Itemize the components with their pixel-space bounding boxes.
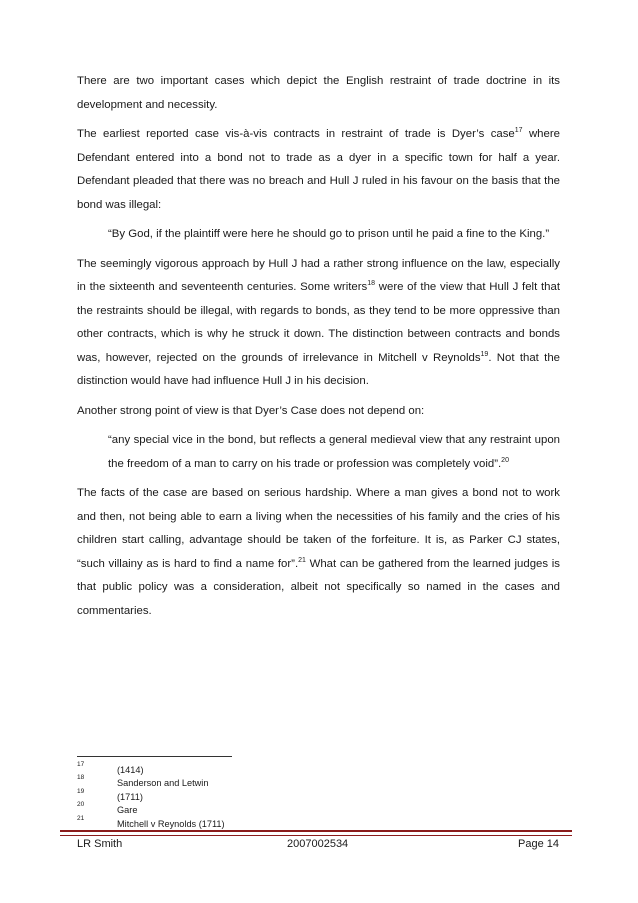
footnote-item	[77, 775, 377, 788]
footnote-ref[interactable]: 19	[480, 350, 489, 358]
page-footer	[77, 838, 559, 854]
paragraph-text: The facts of the case are based on serious hardship. Where a man gives a bond not to work and then, not being able to earn a living when the necessities of his family and the cries of his children start calling, advantage should be taken of the forfeiture. It is, as Parker CJ states, “such villainy as is hard to find a name for”.	[77, 487, 560, 570]
footer-page-number: Page 14	[518, 838, 559, 850]
block-quote-medieval-view	[108, 429, 560, 476]
footnote-text: (1414)	[117, 765, 144, 775]
body-text	[77, 70, 560, 629]
footnote-number: 21	[77, 814, 85, 822]
footnote-number: 19	[77, 787, 85, 795]
quote-text: “any special vice in the bond, but reflects a general medieval view that any restraint upon the freedom of a man to carry on his trade or profession was completely void”.	[108, 434, 560, 470]
paragraph-influence	[77, 253, 560, 394]
footnote-text: (1711)	[117, 791, 143, 802]
paragraph-hardship	[77, 482, 560, 623]
footnote-item	[77, 802, 377, 815]
paragraph-another-view: Another strong point of view is that Dyer’s Case does not depend on:	[77, 404, 425, 417]
footnote-item	[77, 762, 377, 775]
footer-rule	[60, 830, 572, 836]
footnote-number: 17	[77, 761, 85, 768]
footnote-text: Gare	[117, 805, 138, 816]
footer-author: LR Smith	[77, 838, 123, 850]
paragraph-text: The earliest reported case vis-à-vis contracts in restraint of trade is Dyer’s case	[77, 128, 515, 140]
footnote-item	[77, 816, 377, 829]
footnote-ref[interactable]: 18	[367, 280, 376, 287]
footnote-text: Sanderson and Letwin	[117, 778, 209, 789]
footnote-ref[interactable]: 20	[501, 456, 509, 464]
footnote-separator	[77, 756, 232, 757]
footer-student-id: 2007002534	[287, 838, 349, 850]
footnote-number: 20	[77, 801, 85, 809]
paragraph-text: . Not that the distinction would have had influence Hull J in his decision.	[77, 351, 560, 387]
paragraph-text: What can be gathered from the learned judges is that public policy was a consideration, albeit not specifically so named in the cases and commentaries.	[77, 557, 560, 617]
footnote-number: 18	[77, 774, 85, 782]
paragraph-intro: There are two important cases which depict the English restraint of trade doctrine in its development and necessity.	[77, 75, 560, 111]
block-quote-hull-j: “By God, if the plaintiff were here he should go to prison until he paid a fine to the King.”	[108, 228, 550, 240]
footnote-ref[interactable]: 21	[298, 556, 306, 564]
paragraph-dyers-case	[77, 123, 560, 217]
footnote-ref[interactable]: 17	[514, 127, 523, 134]
paragraph-text: where Defendant entered into a bond not to trade as a dyer in a specific town for half a year. Defendant pleaded that there was no breach and Hull J ruled in his favour on the basis that the bond was illegal:	[77, 128, 560, 211]
footnotes	[77, 762, 377, 829]
footnote-item	[77, 789, 377, 802]
footnote-text: Mitchell v Reynolds (1711)	[117, 818, 225, 829]
paragraph-text: The seemingly vigorous approach by Hull J had a rather strong influence on the law, especially in the sixteenth and seventeenth centuries. Some writers	[77, 257, 560, 293]
paragraph-text: were of the view that Hull J felt that the restraints should be illegal, with regards to bonds, as they tend to be more oppressive than other contracts, which is why he struck it down. The distinction between contracts and bonds was, however, rejected on the grounds of irrelevance in Mitchell v Reynolds	[77, 281, 560, 364]
